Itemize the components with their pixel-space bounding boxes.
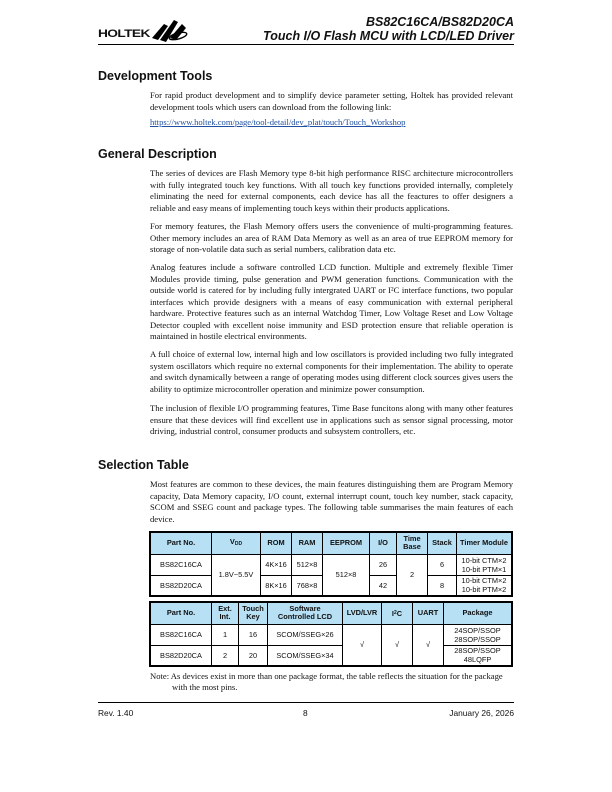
- cell-ext-int: 2: [212, 645, 239, 666]
- title-part-numbers: BS82C16CA/BS82D20CA: [366, 15, 514, 29]
- footer-date: January 26, 2026: [449, 708, 514, 718]
- title-subtitle: Touch I/O Flash MCU with LCD/LED Driver: [263, 29, 514, 43]
- cell-rom: 8K×16: [261, 575, 292, 596]
- th-package: Package: [444, 602, 513, 624]
- general-paragraph-1: The series of devices are Flash Memory type 8-bit high performance RISC architecture microcontrollers with fully integrated touch key functions. With all touch key functions provided internally, completely eliminating the need for external components, each device has all the feactures to offer designers a reliable and easy means of implementing touch keys within their products applications.: [150, 168, 513, 213]
- general-paragraph-3: Analog features include a software controlled LCD function. Multiple and extremely flexible Timer Modules provide timing, pulse generation and PWM generation functions. Communication with the outside world is catered for by including fully intergrated UART or I²C interface functions, two popular interfaces which provide designers with a means of easy communication with external peripheral hardware. Protective features such as an internal Watchdog Timer, Low Voltage Reset and Low Voltage Detector coupled with excellent noise immunity and ESD protection ensure that reliable operation is maintained in hostile electrical environments.: [150, 262, 513, 341]
- table-note: [150, 671, 513, 692]
- page-header: [98, 14, 514, 44]
- footer-divider: [98, 702, 514, 703]
- footer-revision: Rev. 1.40: [98, 708, 134, 718]
- heading-development-tools: Development Tools: [98, 69, 213, 83]
- th-timer-module: Timer Module: [457, 532, 513, 554]
- logo-text: HOLTEK: [98, 28, 150, 40]
- cell-i2c: √: [382, 624, 413, 666]
- cell-rom: 4K×16: [261, 554, 292, 575]
- selection-table-1: [149, 531, 513, 597]
- th-touch-key: Touch Key: [239, 602, 268, 624]
- general-paragraph-4: A full choice of external low, internal high and low oscillators is provided including two fully integrated system oscillators which require no external components for their implementation. The ability to operate and switch dynamically between a range of operating modes using different clock sources gives users the ability to optimize microcontroller operation and minimize power consumption.: [150, 349, 513, 394]
- heading-selection-table: Selection Table: [98, 458, 189, 472]
- cell-touch-key: 20: [239, 645, 268, 666]
- th-lvd-lvr: LVD/LVR: [343, 602, 382, 624]
- table2-header-row: [150, 602, 512, 624]
- holtek-logo: [98, 16, 190, 44]
- cell-touch-key: 16: [239, 624, 268, 645]
- th-io: I/O: [370, 532, 397, 554]
- th-ram: RAM: [292, 532, 323, 554]
- document-title: [263, 15, 514, 43]
- cell-io: 26: [370, 554, 397, 575]
- cell-package: 24SOP/SSOP 28SOP/SSOP: [444, 624, 513, 645]
- cell-stack: 8: [428, 575, 457, 596]
- cell-timer-module: 10-bit CTM×2 10-bit PTM×2: [457, 575, 513, 596]
- th-time-base: Time Base: [397, 532, 428, 554]
- cell-lvd-lvr: √: [343, 624, 382, 666]
- footer-page-number: 8: [303, 708, 308, 718]
- cell-eeprom: 512×8: [323, 554, 370, 596]
- holtek-logo-icon: [150, 16, 190, 44]
- cell-package: 28SOP/SSOP 48LQFP: [444, 645, 513, 666]
- th-uart: UART: [413, 602, 444, 624]
- table-row: [150, 624, 512, 645]
- heading-general-description: General Description: [98, 147, 217, 161]
- selection-paragraph: Most features are common to these devices, the main features distinguishing them are Program Memory capacity, Data Memory capacity, I/O count, external interrupt count, touch key number, stack capacity, SCOM and SSEG count and package types. The following table summarises the main features of each device.: [150, 479, 513, 524]
- cell-part-no: BS82D20CA: [150, 575, 212, 596]
- th-part-no: Part No.: [150, 602, 212, 624]
- cell-ram: 768×8: [292, 575, 323, 596]
- cell-ext-int: 1: [212, 624, 239, 645]
- touch-workshop-link[interactable]: https://www.holtek.com/page/tool-detail/dev_plat/touch/Touch_Workshop: [150, 117, 406, 127]
- cell-timer-module: 10-bit CTM×2 10-bit PTM×1: [457, 554, 513, 575]
- cell-vdd: 1.8V~5.5V: [212, 554, 261, 596]
- selection-table-2: [149, 601, 513, 667]
- th-eeprom: EEPROM: [323, 532, 370, 554]
- table-row: [150, 645, 512, 666]
- general-paragraph-2: For memory features, the Flash Memory offers users the convenience of multi-programming features. Other memory includes an area of RAM Data Memory as well as an area of true EEPROM memory for storage of non-volatile data such as serial numbers, calibration data etc.: [150, 221, 513, 254]
- header-divider: [98, 44, 514, 45]
- cell-part-no: BS82C16CA: [150, 624, 212, 645]
- table1-header-row: [150, 532, 512, 554]
- dev-tools-link-line: [150, 117, 513, 129]
- cell-stack: 6: [428, 554, 457, 575]
- cell-software-lcd: SCOM/SSEG×34: [268, 645, 343, 666]
- th-vdd: $V_{DD}$: [212, 532, 261, 554]
- th-i2c: $I^2C$: [382, 602, 413, 624]
- cell-uart: √: [413, 624, 444, 666]
- th-software-lcd: Software Controlled LCD: [268, 602, 343, 624]
- cell-software-lcd: SCOM/SSEG×26: [268, 624, 343, 645]
- cell-io: 42: [370, 575, 397, 596]
- cell-time-base: 2: [397, 554, 428, 596]
- cell-part-no: BS82D20CA: [150, 645, 212, 666]
- th-ext-int: Ext. Int.: [212, 602, 239, 624]
- table-row: [150, 554, 512, 575]
- general-paragraph-5: The inclusion of flexible I/O programming features, Time Base funcitons along with many other features ensure that these devices will find excellent use in applications such as sensor signal processing, motor driving, industrial control, consumer products and subsystem controllers, etc.: [150, 403, 513, 436]
- note-line-1: Note: As devices exist in more than one package format, the table reflects the situation for the package: [150, 671, 503, 681]
- dev-tools-paragraph: For rapid product development and to simplify device parameter setting, Holtek has provided relevant development tools which users can download from the following link:: [150, 90, 513, 112]
- note-line-2: with the most pins.: [172, 681, 238, 692]
- cell-ram: 512×8: [292, 554, 323, 575]
- th-stack: Stack: [428, 532, 457, 554]
- cell-part-no: BS82C16CA: [150, 554, 212, 575]
- th-part-no: Part No.: [150, 532, 212, 554]
- th-rom: ROM: [261, 532, 292, 554]
